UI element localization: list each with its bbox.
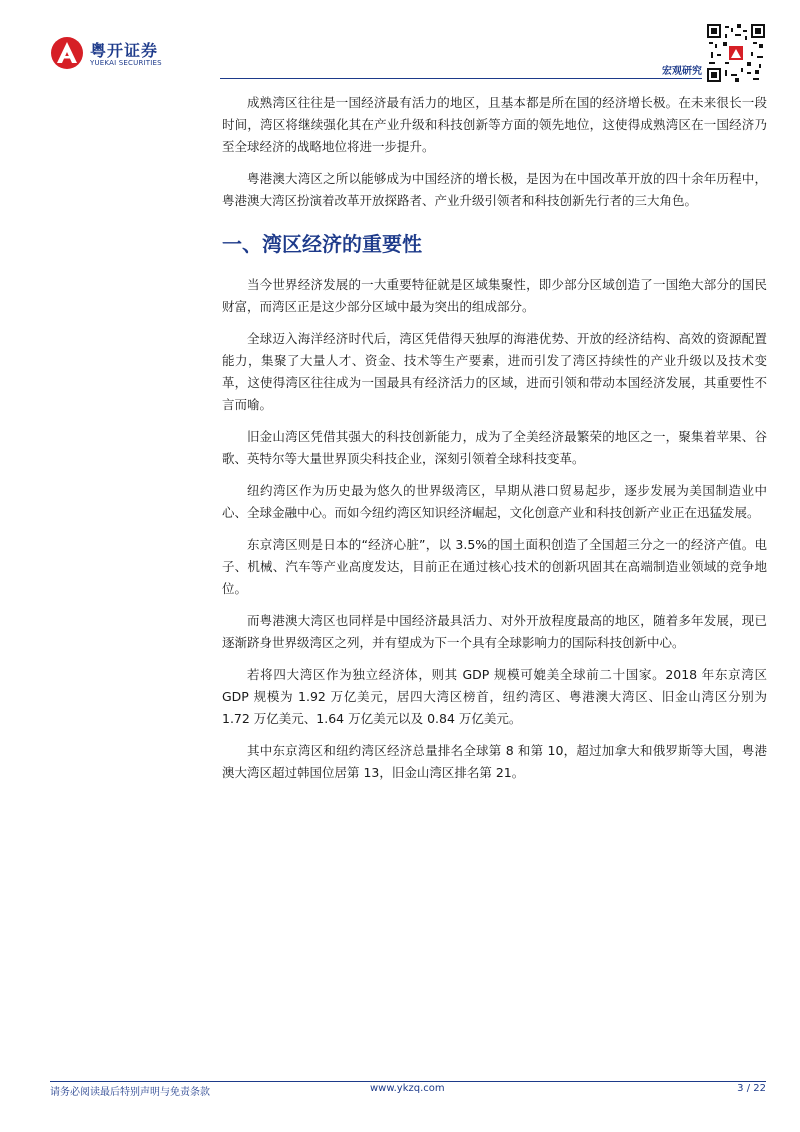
section-heading: 一、湾区经济的重要性 xyxy=(222,232,422,256)
body-paragraph: 而粤港澳大湾区也同样是中国经济最具活力、对外开放程度最高的地区，随着多年发展，现已逐渐跻身世界级湾区之列，并有望成为下一个具有全球影响力的国际科技创新中心。 xyxy=(222,613,767,650)
body-paragraph: 当今世界经济发展的一大重要特征就是区域集聚性，即少部分区域创造了一国绝大部分的国民财富，而湾区正是这少部分区域中最为突出的组成部分。 xyxy=(222,277,767,314)
body-paragraph: 纽约湾区作为历史最为悠久的世界级湾区，早期从港口贸易起步，逐步发展为美国制造业中心、全球金融中心。而如今纽约湾区知识经济崛起，文化创意产业和科技创新产业正在迅猛发展。 xyxy=(222,483,767,520)
logo-mark-icon xyxy=(50,36,84,70)
intro-paragraph-1: 成熟湾区往往是一国经济最有活力的地区，且基本都是所在国的经济增长极。在未来很长一段时间，湾区将继续强化其在产业升级和科技创新等方面的领先地位，这使得成熟湾区在一国经济乃至全球经济的战略地位将进一步提升。 xyxy=(222,95,767,154)
brand-name-cn: 粤开证券 xyxy=(90,41,159,60)
intro-paragraph-2: 粤港澳大湾区之所以能够成为中国经济的增长极，是因为在中国改革开放的四十余年历程中，粤港澳大湾区扮演着改革开放探路者、产业升级引领者和科技创新先行者的三大角色。 xyxy=(222,171,767,208)
body-paragraph: 若将四大湾区作为独立经济体，则其 GDP 规模可媲美全球前二十国家。2018 年东京湾区 GDP 规模为 1.92 万亿美元，居四大湾区榜首，纽约湾区、粤港澳大湾区、旧金山湾区分别为 1.72 万亿美元、1.64 万亿美元以及 0.84 万亿美元。 xyxy=(222,667,767,726)
body-paragraph: 其中东京湾区和纽约湾区经济总量排名全球第 8 和第 10，超过加拿大和俄罗斯等大国，粤港澳大湾区超过韩国位居第 13，旧金山湾区排名第 21。 xyxy=(222,743,767,780)
footer-divider xyxy=(50,1081,766,1082)
report-body xyxy=(222,92,767,794)
body-paragraph: 全球迈入海洋经济时代后，湾区凭借得天独厚的海港优势、开放的经济结构、高效的资源配置能力，集聚了大量人才、资金、技术等生产要素，进而引发了湾区持续性的产业升级以及技术变革，这使得湾区往往成为一国最具有经济活力的区域，进而引领和带动本国经济发展，其重要性不言而喻。 xyxy=(222,331,767,412)
qr-code-icon xyxy=(707,24,765,82)
body-paragraph: 东京湾区则是日本的“经济心脏”，以 3.5%的国土面积创造了全国超三分之一的经济产值。电子、机械、汽车等产业高度发达，目前正在通过核心技术的创新巩固其在高端制造业领域的竞争地位。 xyxy=(222,537,767,596)
website-link[interactable]: www.ykzq.com xyxy=(370,1083,445,1094)
page-number: 3 / 22 xyxy=(737,1083,766,1094)
header-divider xyxy=(220,78,702,79)
page-header xyxy=(0,0,800,90)
disclaimer-notice: 请务必阅读最后特别声明与免责条款 xyxy=(50,1087,210,1098)
report-category: 宏观研究 xyxy=(662,66,702,77)
brand-name-en: YUEKAI SECURITIES xyxy=(90,59,162,67)
body-paragraph: 旧金山湾区凭借其强大的科技创新能力，成为了全美经济最繁荣的地区之一，聚集着苹果、谷歌、英特尔等大量世界顶尖科技企业，深刻引领着全球科技变革。 xyxy=(222,429,767,466)
company-logo xyxy=(50,36,210,76)
